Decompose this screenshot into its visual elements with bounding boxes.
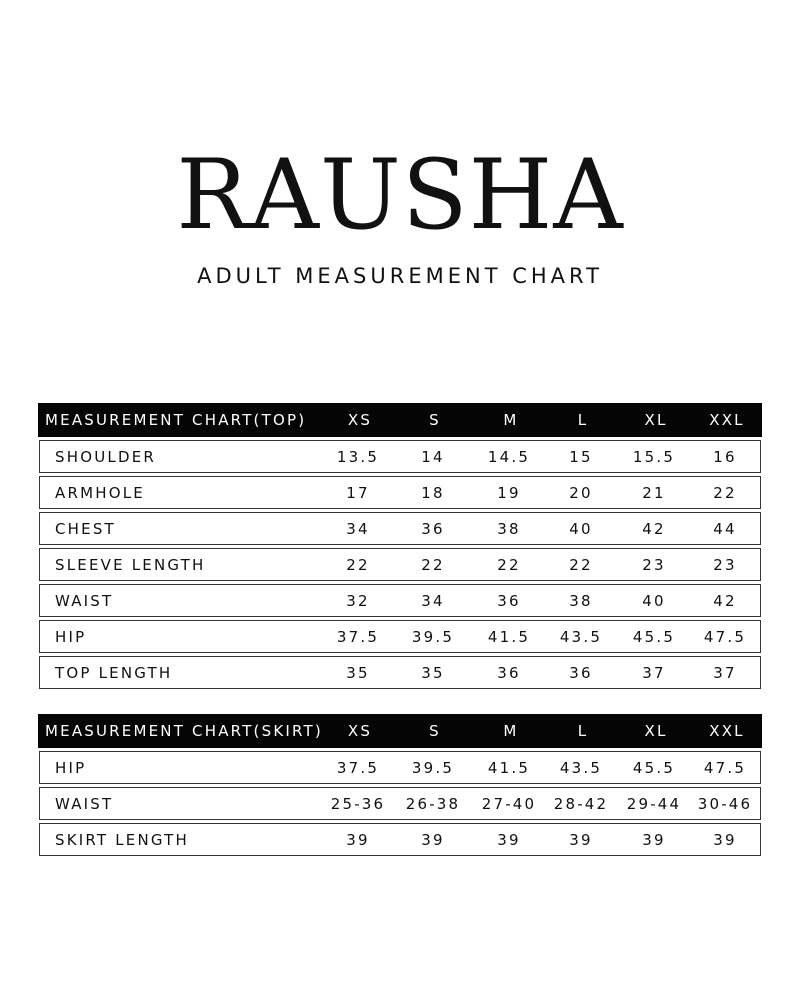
size-value: 35 — [421, 663, 445, 682]
size-header: S — [429, 722, 441, 740]
size-value: 18 — [421, 483, 445, 502]
size-value: 15 — [569, 447, 593, 466]
row-label: CHEST — [55, 519, 116, 538]
row-label: HIP — [55, 758, 87, 777]
size-value: 38 — [497, 519, 521, 538]
size-header: M — [503, 722, 519, 740]
size-value: 37 — [642, 663, 666, 682]
size-value: 25-36 — [330, 794, 386, 813]
size-value: 47.5 — [703, 758, 747, 777]
page-subtitle: ADULT MEASUREMENT CHART — [197, 264, 603, 288]
size-header: XS — [347, 411, 373, 429]
size-value: 45.5 — [632, 627, 676, 646]
row-label: WAIST — [55, 794, 114, 813]
brand-logo: RAUSHA — [176, 139, 624, 251]
size-value: 39 — [497, 830, 521, 849]
size-header: XS — [347, 722, 373, 740]
size-value: 23 — [713, 555, 737, 574]
size-value: 42 — [713, 591, 737, 610]
row-label: SLEEVE LENGTH — [55, 555, 206, 574]
size-value: 15.5 — [632, 447, 676, 466]
size-header: XL — [644, 722, 668, 740]
size-value: 42 — [642, 519, 666, 538]
row-label: WAIST — [55, 591, 114, 610]
size-value: 14.5 — [487, 447, 531, 466]
table-row — [39, 548, 761, 581]
size-value: 36 — [569, 663, 593, 682]
size-value: 36 — [421, 519, 445, 538]
size-value: 22 — [713, 483, 737, 502]
size-value: 39 — [642, 830, 666, 849]
skirt-measurement-table — [38, 714, 762, 856]
size-value: 22 — [569, 555, 593, 574]
size-value: 28-42 — [553, 794, 609, 813]
size-value: 45.5 — [632, 758, 676, 777]
size-header: XXL — [709, 411, 745, 429]
size-value: 27-40 — [481, 794, 537, 813]
table-row — [39, 656, 761, 689]
table-row — [39, 584, 761, 617]
size-value: 32 — [346, 591, 370, 610]
row-label: HIP — [55, 627, 87, 646]
table-row — [39, 751, 761, 784]
size-value: 16 — [713, 447, 737, 466]
row-label: SKIRT LENGTH — [55, 830, 190, 849]
size-value: 37 — [713, 663, 737, 682]
size-value: 39 — [346, 830, 370, 849]
size-value: 36 — [497, 663, 521, 682]
size-value: 13.5 — [336, 447, 380, 466]
size-value: 39.5 — [411, 627, 455, 646]
size-value: 40 — [642, 591, 666, 610]
size-value: 22 — [497, 555, 521, 574]
table-title: MEASUREMENT CHART(SKIRT) — [45, 722, 323, 740]
size-value: 30-46 — [697, 794, 753, 813]
table-row — [39, 440, 761, 473]
size-value: 17 — [346, 483, 370, 502]
size-value: 23 — [642, 555, 666, 574]
row-label: SHOULDER — [55, 447, 156, 466]
size-value: 26-38 — [405, 794, 461, 813]
size-value: 43.5 — [559, 627, 603, 646]
table-row — [39, 512, 761, 545]
top-measurement-table — [38, 403, 762, 689]
table-title: MEASUREMENT CHART(TOP) — [45, 411, 307, 429]
size-value: 40 — [569, 519, 593, 538]
size-value: 22 — [421, 555, 445, 574]
size-header: L — [577, 722, 589, 740]
size-value: 35 — [346, 663, 370, 682]
size-header: M — [503, 411, 519, 429]
size-header: L — [577, 411, 589, 429]
size-value: 14 — [421, 447, 445, 466]
size-header: XXL — [709, 722, 745, 740]
size-value: 20 — [569, 483, 593, 502]
size-value: 38 — [569, 591, 593, 610]
size-value: 37.5 — [336, 627, 380, 646]
size-value: 36 — [497, 591, 521, 610]
size-value: 22 — [346, 555, 370, 574]
table-header — [38, 403, 762, 437]
size-value: 47.5 — [703, 627, 747, 646]
size-value: 39 — [569, 830, 593, 849]
size-value: 41.5 — [487, 758, 531, 777]
size-value: 39 — [421, 830, 445, 849]
size-value: 39.5 — [411, 758, 455, 777]
table-header — [38, 714, 762, 748]
row-label: ARMHOLE — [55, 483, 145, 502]
size-value: 19 — [497, 483, 521, 502]
table-row — [39, 787, 761, 820]
size-value: 37.5 — [336, 758, 380, 777]
size-value: 39 — [713, 830, 737, 849]
size-value: 41.5 — [487, 627, 531, 646]
size-value: 34 — [421, 591, 445, 610]
size-header: XL — [644, 411, 668, 429]
table-row — [39, 476, 761, 509]
row-label: TOP LENGTH — [55, 663, 173, 682]
size-header: S — [429, 411, 441, 429]
size-value: 44 — [713, 519, 737, 538]
size-value: 29-44 — [626, 794, 682, 813]
size-value: 43.5 — [559, 758, 603, 777]
table-row — [39, 620, 761, 653]
size-value: 34 — [346, 519, 370, 538]
size-value: 21 — [642, 483, 666, 502]
table-row — [39, 823, 761, 856]
